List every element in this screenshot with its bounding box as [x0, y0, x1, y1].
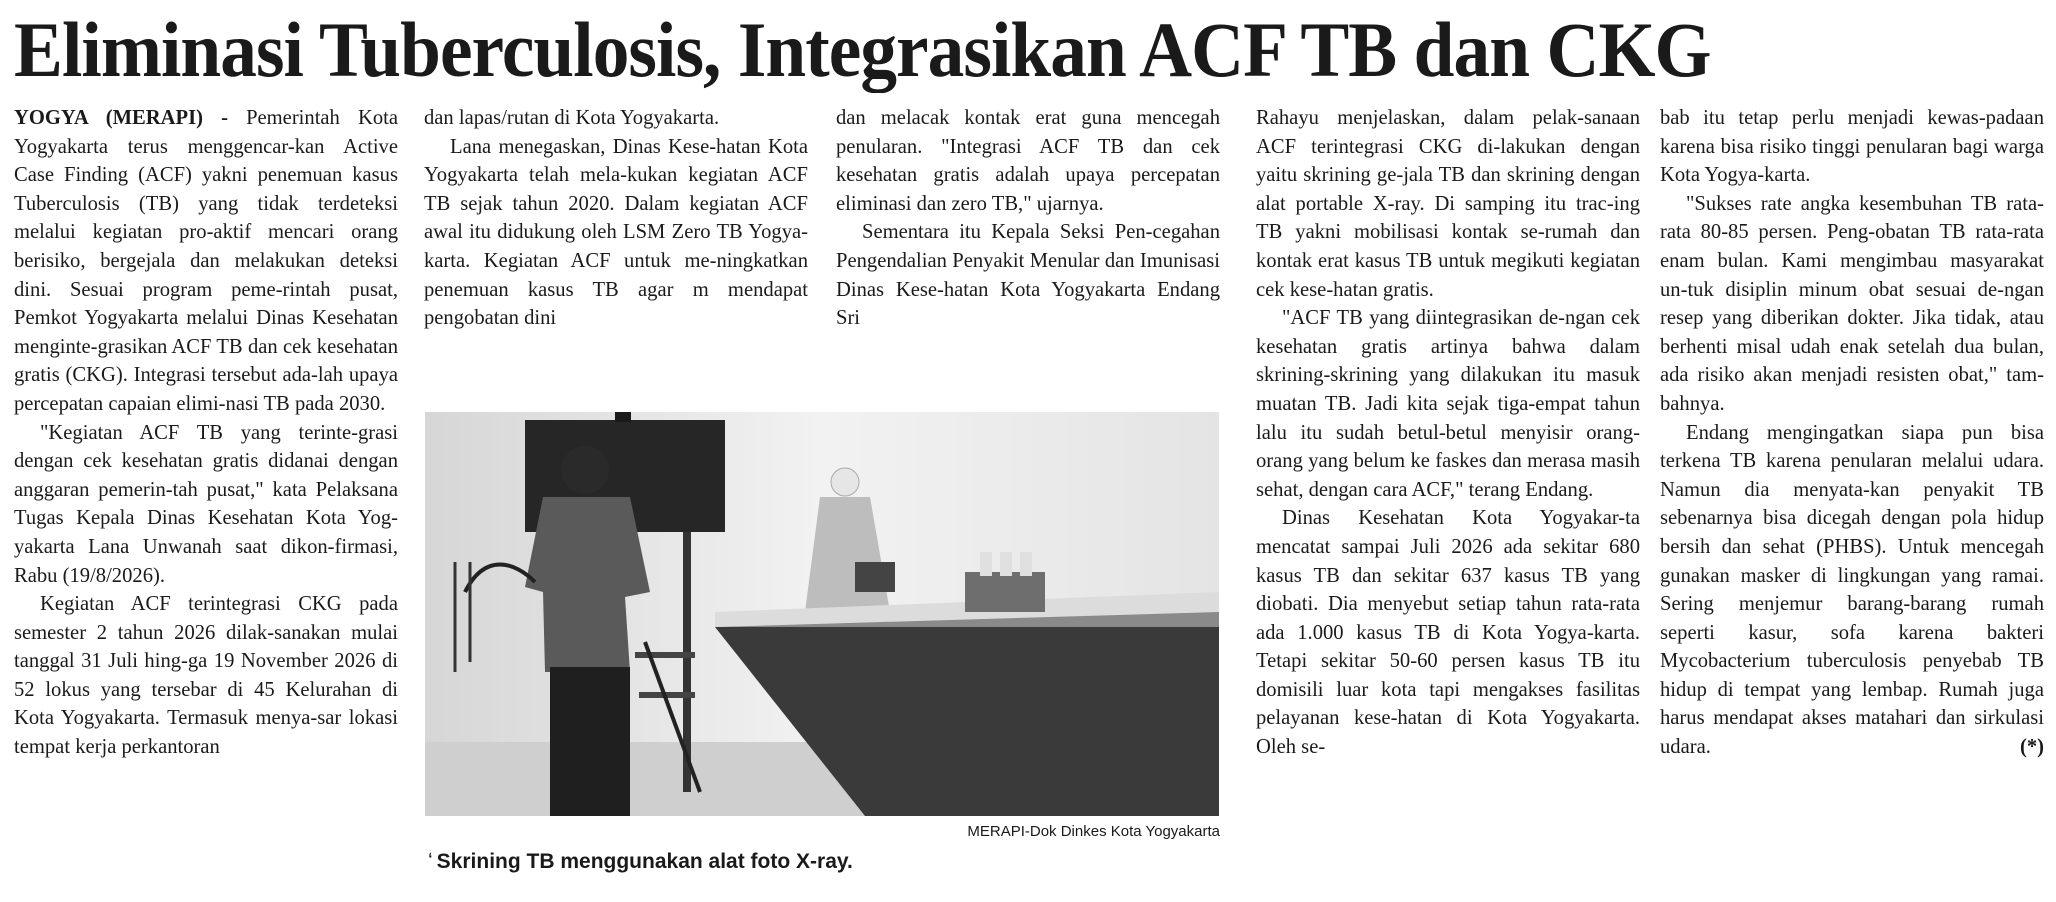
- bottle: [1020, 552, 1032, 576]
- operator-head: [561, 446, 609, 494]
- bottle: [980, 552, 992, 576]
- photo-credit: MERAPI-Dok Dinkes Kota Yogyakarta: [967, 823, 1220, 840]
- photo-caption: Skrining TB menggunakan alat foto X-ray.: [436, 850, 853, 873]
- article-column-2: [424, 104, 808, 333]
- article-paragraph: Sementara itu Kepala Seksi Pen-cegahan Pengendalian Penyakit Menular dan Imunisasi Dinas Kese-hatan Kota Yogyakarta Endang Sri: [836, 221, 1220, 330]
- basket: [965, 572, 1045, 612]
- dateline: YOGYA (MERAPI) -: [14, 107, 228, 129]
- paragraph-text: Endang mengingatkan siapa pun bisa terkena TB karena penularan melalui udara. Namun dia menyata-kan penyakit TB sebenarnya bisa dicegah dengan pola hidup bersih dan sehat (PHBS). Untuk mencegah gunakan masker di lingkungan yang ramai. Sering menjemur barang-barang rumah seperti kasur, sofa karena bakteri Mycobacterium tuberculosis penyebab TB hidup di tempat yang lembap. Rumah juga harus mendapat akses matahari dan sirkulasi udara.: [1660, 421, 2044, 759]
- article-paragraph: Dinas Kesehatan Kota Yogyakar-ta mencatat sampai Juli 2026 ada sekitar 680 kasus TB dan sekitar 637 kasus TB yang diobati. Dia menyebut setiap tahun rata-rata ada 1.000 kasus TB di Kota Yogya-karta. Tetapi sekitar 50-60 persen kasus TB itu domisili luar kota tapi mengakses fasilitas pelayanan kese-hatan di Kota Yogyakarta. Oleh se-: [1256, 507, 1640, 759]
- operator-trousers: [550, 667, 630, 816]
- article-paragraph: [1660, 419, 2044, 762]
- article-paragraph: dan melacak kontak erat guna mencegah penularan. "Integrasi ACF TB dan cek kesehatan gratis adalah upaya percepatan eliminasi dan zero TB," ujarnya.: [836, 107, 1220, 215]
- article-paragraph: bab itu tetap perlu menjadi kewas-padaan karena bisa risiko tinggi penularan bagi warga Kota Yogya-karta.: [1660, 107, 2044, 187]
- article-column-4: [1256, 104, 1640, 762]
- article-paragraph: Rahayu menjelaskan, dalam pelak-sanaan ACF terintegrasi CKG di-lakukan dengan yaitu skrining ge-jala TB dan skrining dengan alat portable X-ray. Di samping itu trac-ing TB yakni mobilisasi kontak se-rumah dan kontak erat kasus TB untuk megikuti kegiatan cek kese-hatan gratis.: [1256, 107, 1640, 301]
- article-paragraph: Lana menegaskan, Dinas Kese-hatan Kota Yogyakarta telah mela-kukan kegiatan ACF TB sejak tahun 2020. Dalam kegiatan ACF awal itu didukung oleh LSM Zero TB Yogya-karta. Kegiatan ACF untuk me-ningkatkan penemuan kasus TB agar m mendapat pengobatan dini: [424, 135, 808, 330]
- paragraph-text: Pemerintah Kota Yogyakarta terus menggencar-kan Active Case Finding (ACF) yakni penemuan kasus Tuberculosis (TB) yang tidak terdeteksi melalui kegiatan pro-aktif mencari orang berisiko, bergejala dan melakukan deteksi dini. Sesuai program peme-rintah pusat, Pemkot Yogyakarta melalui Dinas Kesehatan menginte-grasikan ACF TB dan cek kesehatan gratis (CKG). Integrasi tersebut ada-lah upaya percepatan capaian elimi-nasi TB pada 2030.: [14, 107, 398, 415]
- article-column-3: [836, 104, 1220, 333]
- xray-screening-photo: [425, 412, 1219, 816]
- article-headline: Eliminasi Tuberculosis, Integrasikan ACF TB dan CKG: [14, 6, 1711, 93]
- article-paragraph: "Kegiatan ACF TB yang terinte-grasi dengan cek kesehatan gratis didanai dengan anggaran pemerin-tah pusat," kata Pelaksana Tugas Kepala Dinas Kesehatan Kota Yog-yakarta Lana Unwanah saat dikon-firmasi, Rabu (19/8/2026).: [14, 421, 398, 587]
- article-paragraph: "Sukses rate angka kesembuhan TB rata-rata 80-85 persen. Peng-obatan TB rata-rata enam bulan. Kami mengimbau masyarakat un-tuk disiplin minum obat sesuai de-ngan resep yang diberikan dokter. Jika tidak, atau berhenti misal udah enak setelah dua bulan, ada risiko akan menjadi resisten obat," tam-bahnya.: [1660, 192, 2044, 415]
- article-paragraph: [14, 104, 398, 419]
- bottle: [1000, 552, 1012, 576]
- monitor-mount: [615, 412, 631, 422]
- caption-marker-icon: ʻ: [428, 850, 433, 873]
- article-column-5: [1660, 104, 2044, 762]
- patient-head: [831, 468, 859, 496]
- article-paragraph: "ACF TB yang diintegrasikan de-ngan cek kesehatan gratis artinya bahwa dalam skrining-skrining yang dilakukan itu masuk muatan TB. Jadi kita sejak tiga-empat tahun lalu itu sudah betul-betul menyisir orang-orang yang belum ke faskes dan merasa masih sehat, dengan cara ACF," terang Endang.: [1256, 307, 1640, 501]
- article-paragraph: dan lapas/rutan di Kota Yogyakarta.: [424, 107, 720, 129]
- photo-caption-block: [428, 848, 1068, 876]
- article-photo: [425, 412, 1219, 816]
- article-paragraph: Kegiatan ACF terintegrasi CKG pada semester 2 tahun 2026 dilak-sanakan mulai tanggal 31 Juli hing-ga 19 November 2026 di 52 lokus yang tersebar di 45 Kelurahan di Kota Yogyakarta. Termasuk menya-sar lokasi tempat kerja perkantoran: [14, 593, 398, 759]
- xray-detector: [855, 562, 895, 592]
- article-column-1: [14, 104, 398, 762]
- end-mark: (*): [2019, 736, 2044, 759]
- stand-shelf: [635, 652, 695, 658]
